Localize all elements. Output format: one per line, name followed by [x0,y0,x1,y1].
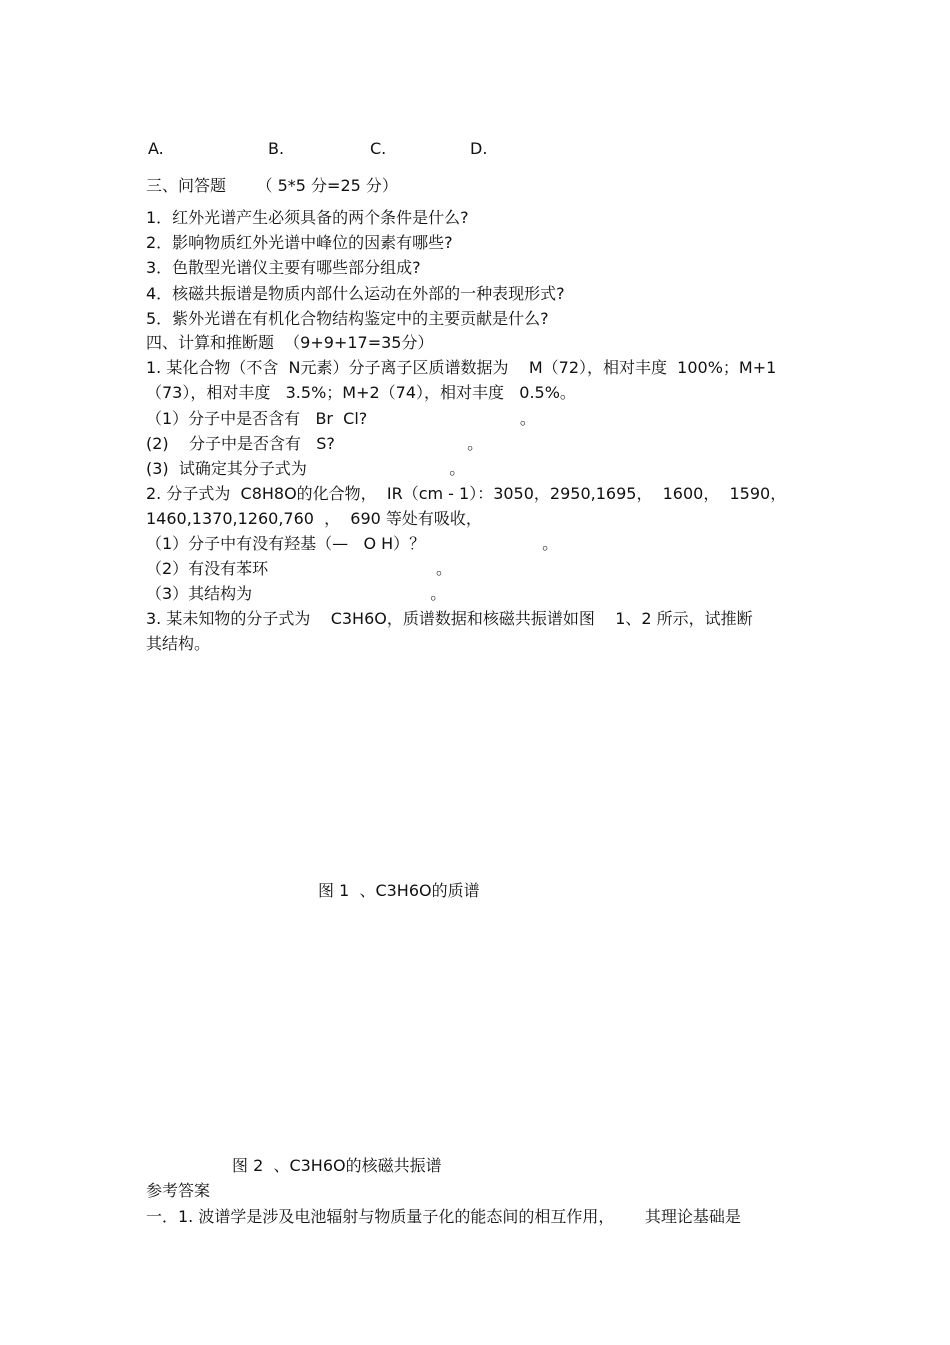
problem1-q3: (3) 试确定其分子式为 。 [146,459,466,478]
problem2-q3: （3）其结构为 。 [146,584,447,603]
figure1-caption: 图 1 、C3H6O的质谱 [318,881,480,900]
choice-a: A. [148,139,164,158]
choice-d: D. [470,139,488,158]
problem3-line2: 其结构。 [146,634,211,653]
question-2: 2．影响物质红外光谱中峰位的因素有哪些? [146,233,453,252]
section3-heading: 三、问答题 （ 5*5 分=25 分） [146,176,398,195]
problem2-line1: 2. 分子式为 C8H8O的化合物， IR（cm - 1）：3050，2950,1695， 1600， 1590， [146,484,787,503]
answers-line1: 一．1. 波谱学是涉及电池辐射与物质量子化的能态间的相互作用， 其理论基础是 [146,1207,741,1226]
problem2-q2: （2）有没有苯环 。 [146,559,453,578]
question-5: 5．紫外光谱在有机化合物结构鉴定中的主要贡献是什么? [146,309,549,328]
question-4: 4．核磁共振谱是物质内部什么运动在外部的一种表现形式? [146,284,565,303]
problem3-line1: 3. 某未知物的分子式为 C3H6O，质谱数据和核磁共振谱如图 1、2 所示，试推断 [146,609,753,628]
problem2-q1: （1）分子中有没有羟基（— O H）？ 。 [146,534,559,553]
choice-c: C. [370,139,387,158]
question-3: 3．色散型光谱仪主要有哪些部分组成? [146,258,421,277]
choice-b: B. [268,139,285,158]
problem1-line1: 1. 某化合物（不含 N元素）分子离子区质谱数据为 M（72），相对丰度 100%；M+1 [146,358,777,377]
problem1-q1: （1）分子中是否含有 Br Cl? 。 [146,409,536,428]
problem1-q2: (2) 分子中是否含有 S? 。 [146,434,484,453]
problem2-line2: 1460,1370,1260,760 ， 690 等处有吸收， [146,509,482,528]
figure2-caption: 图 2 、C3H6O的核磁共振谱 [232,1156,442,1175]
problem1-line2: （73），相对丰度 3.5%；M+2（74），相对丰度 0.5%。 [146,383,576,402]
question-1: 1．红外光谱产生必须具备的两个条件是什么? [146,208,469,227]
section4-heading: 四、计算和推断题 （9+9+17=35分） [146,333,434,352]
answers-heading: 参考答案 [146,1181,211,1200]
